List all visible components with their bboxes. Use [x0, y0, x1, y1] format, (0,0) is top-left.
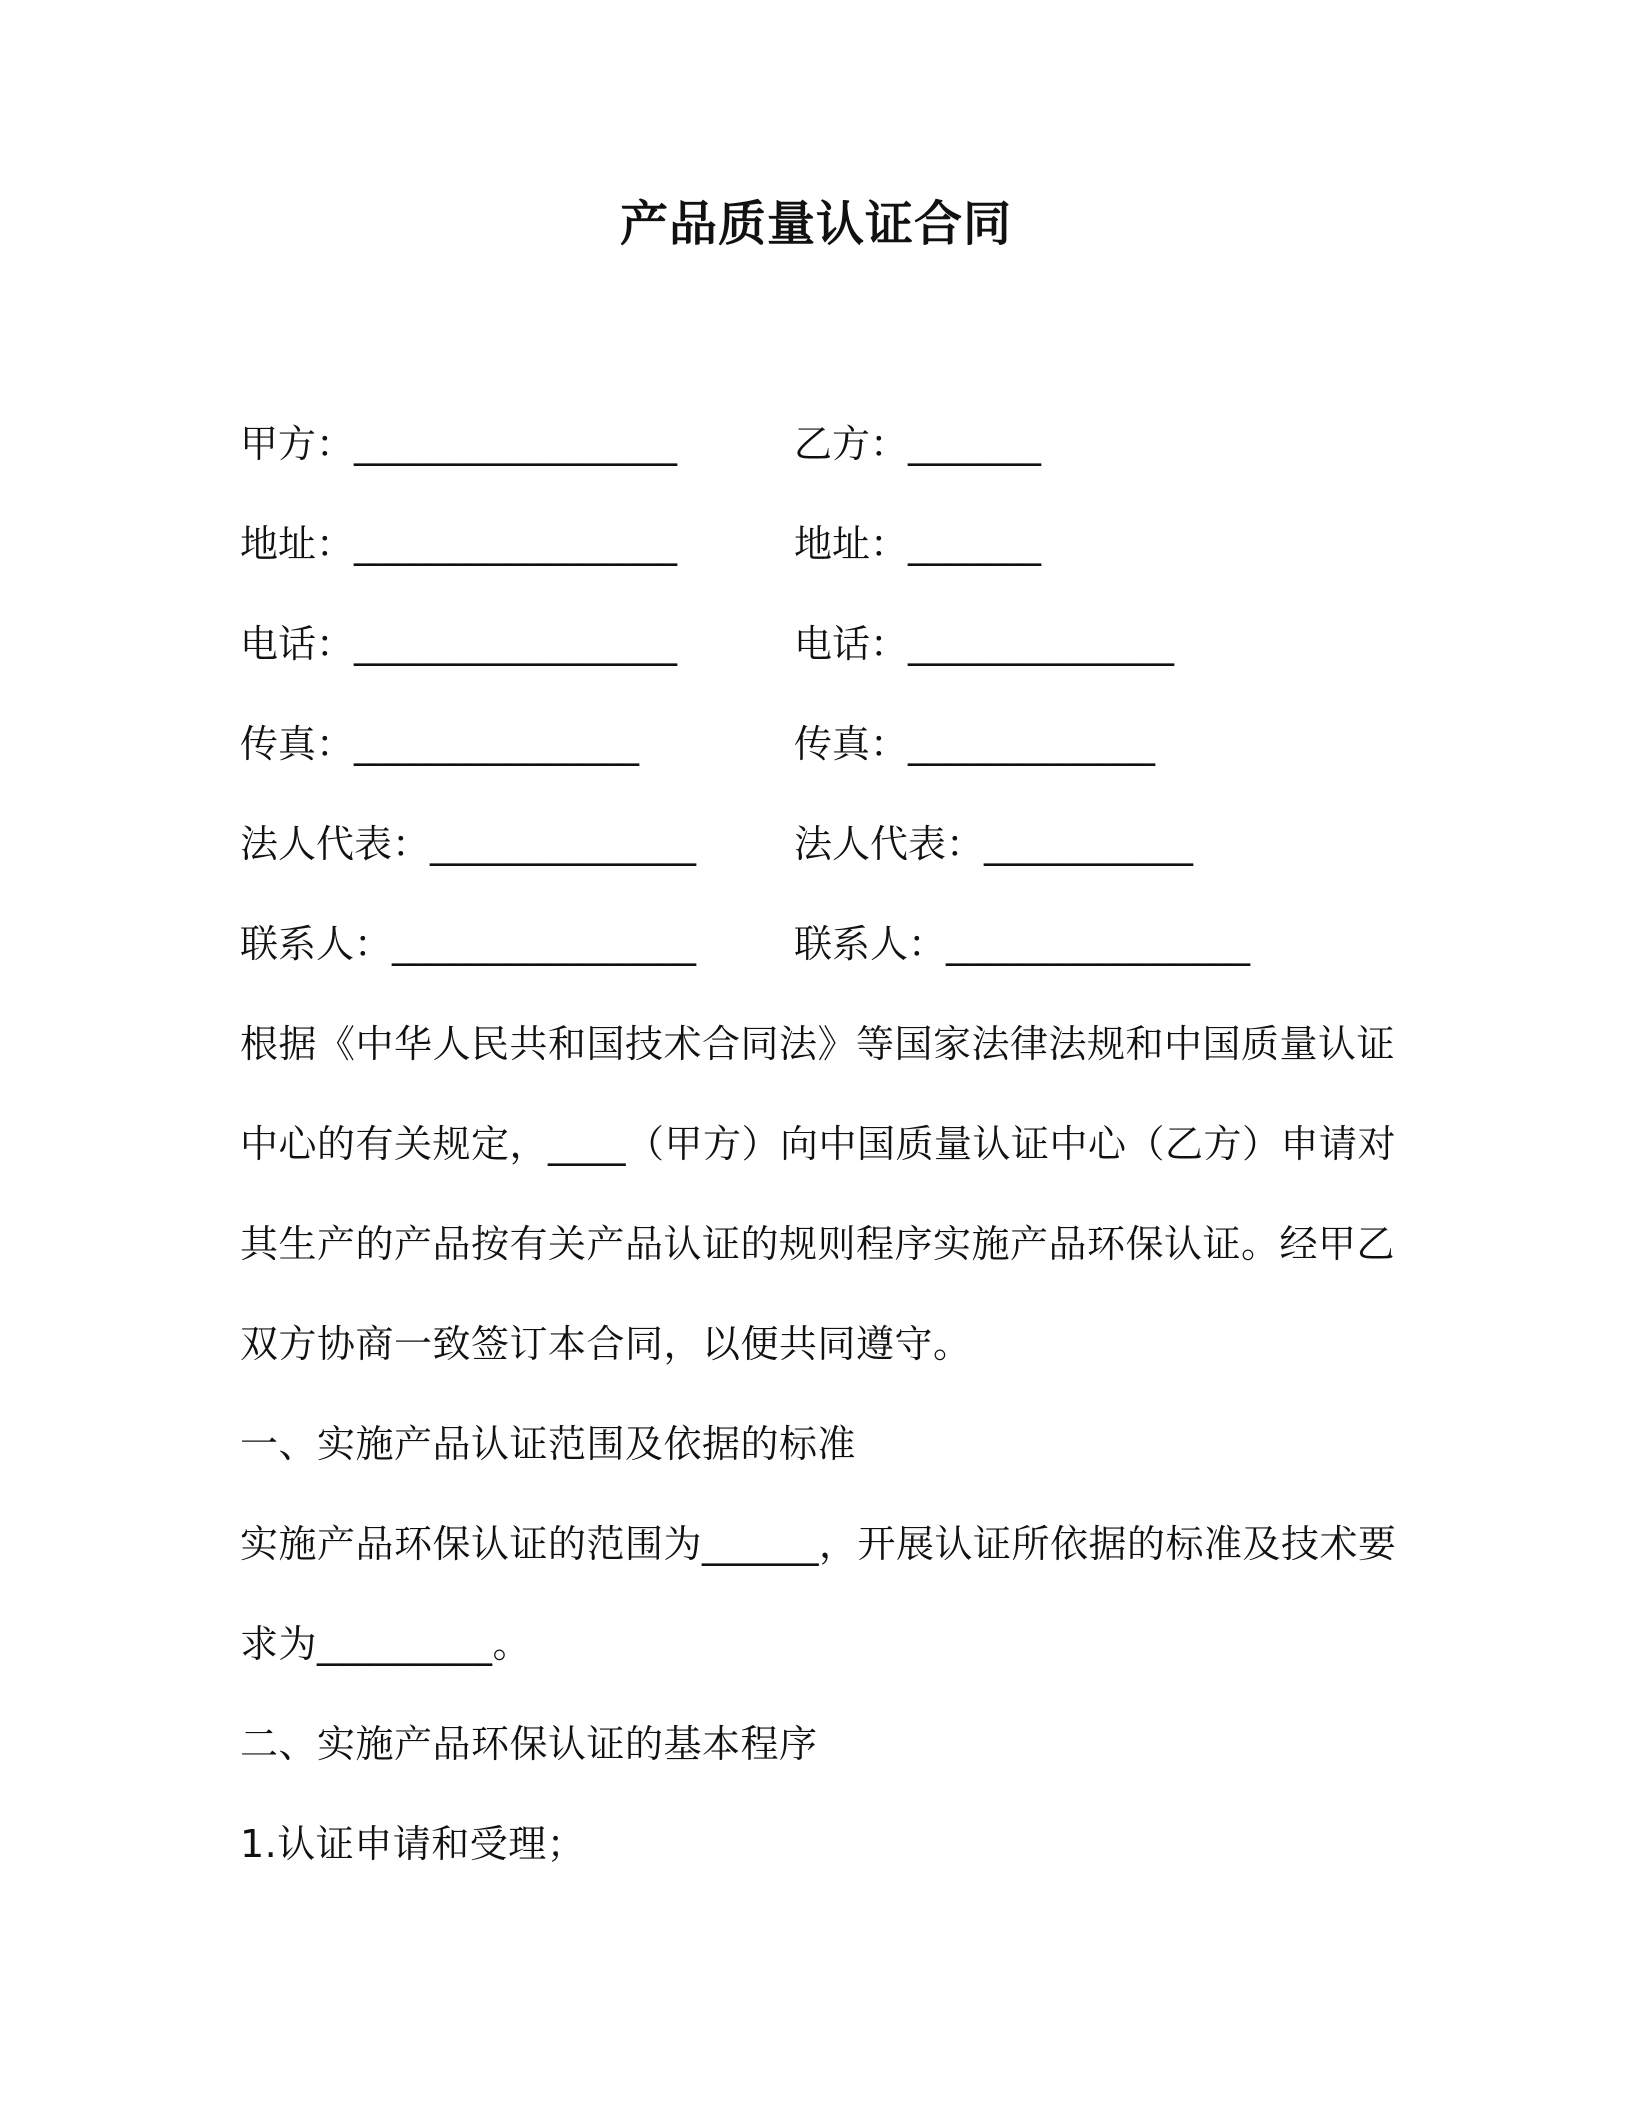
party-a-fax: 传真：_______________ — [240, 722, 640, 766]
party-b-fax: 传真：_____________ — [794, 722, 1156, 766]
party-a-phone: 电话：_________________ — [240, 622, 678, 666]
section-1-line-2: 求为_________。 — [240, 1622, 532, 1666]
party-b-address: 地址：_______ — [794, 522, 1042, 566]
document-title: 产品质量认证合同 — [619, 196, 1012, 252]
section-heading-2: 二、实施产品环保认证的基本程序 — [240, 1722, 818, 1766]
party-b-contact: 联系人：________________ — [794, 922, 1251, 966]
preamble-line-1: 根据《中华人民共和国技术合同法》等国家法律法规和中国质量认证 — [240, 1022, 1396, 1066]
party-b-name: 乙方：_______ — [794, 422, 1042, 466]
party-b-legal-rep: 法人代表：___________ — [794, 822, 1194, 866]
section-heading-1: 一、实施产品认证范围及依据的标准 — [240, 1422, 857, 1466]
party-a-legal-rep: 法人代表：______________ — [240, 822, 697, 866]
party-a-name: 甲方：_________________ — [240, 422, 678, 466]
party-a-contact: 联系人：________________ — [240, 922, 697, 966]
section-2-item-1: 1.认证申请和受理； — [240, 1822, 586, 1866]
preamble-line-2: 中心的有关规定，____（甲方）向中国质量认证中心（乙方）申请对 — [240, 1122, 1397, 1166]
section-1-line-1: 实施产品环保认证的范围为______，开展认证所依据的标准及技术要 — [240, 1522, 1397, 1566]
preamble-line-4: 双方协商一致签订本合同，以便共同遵守。 — [240, 1322, 972, 1366]
party-a-address: 地址：_________________ — [240, 522, 678, 566]
preamble-line-3: 其生产的产品按有关产品认证的规则程序实施产品环保认证。经甲乙 — [240, 1222, 1396, 1266]
party-b-phone: 电话：______________ — [794, 622, 1175, 666]
